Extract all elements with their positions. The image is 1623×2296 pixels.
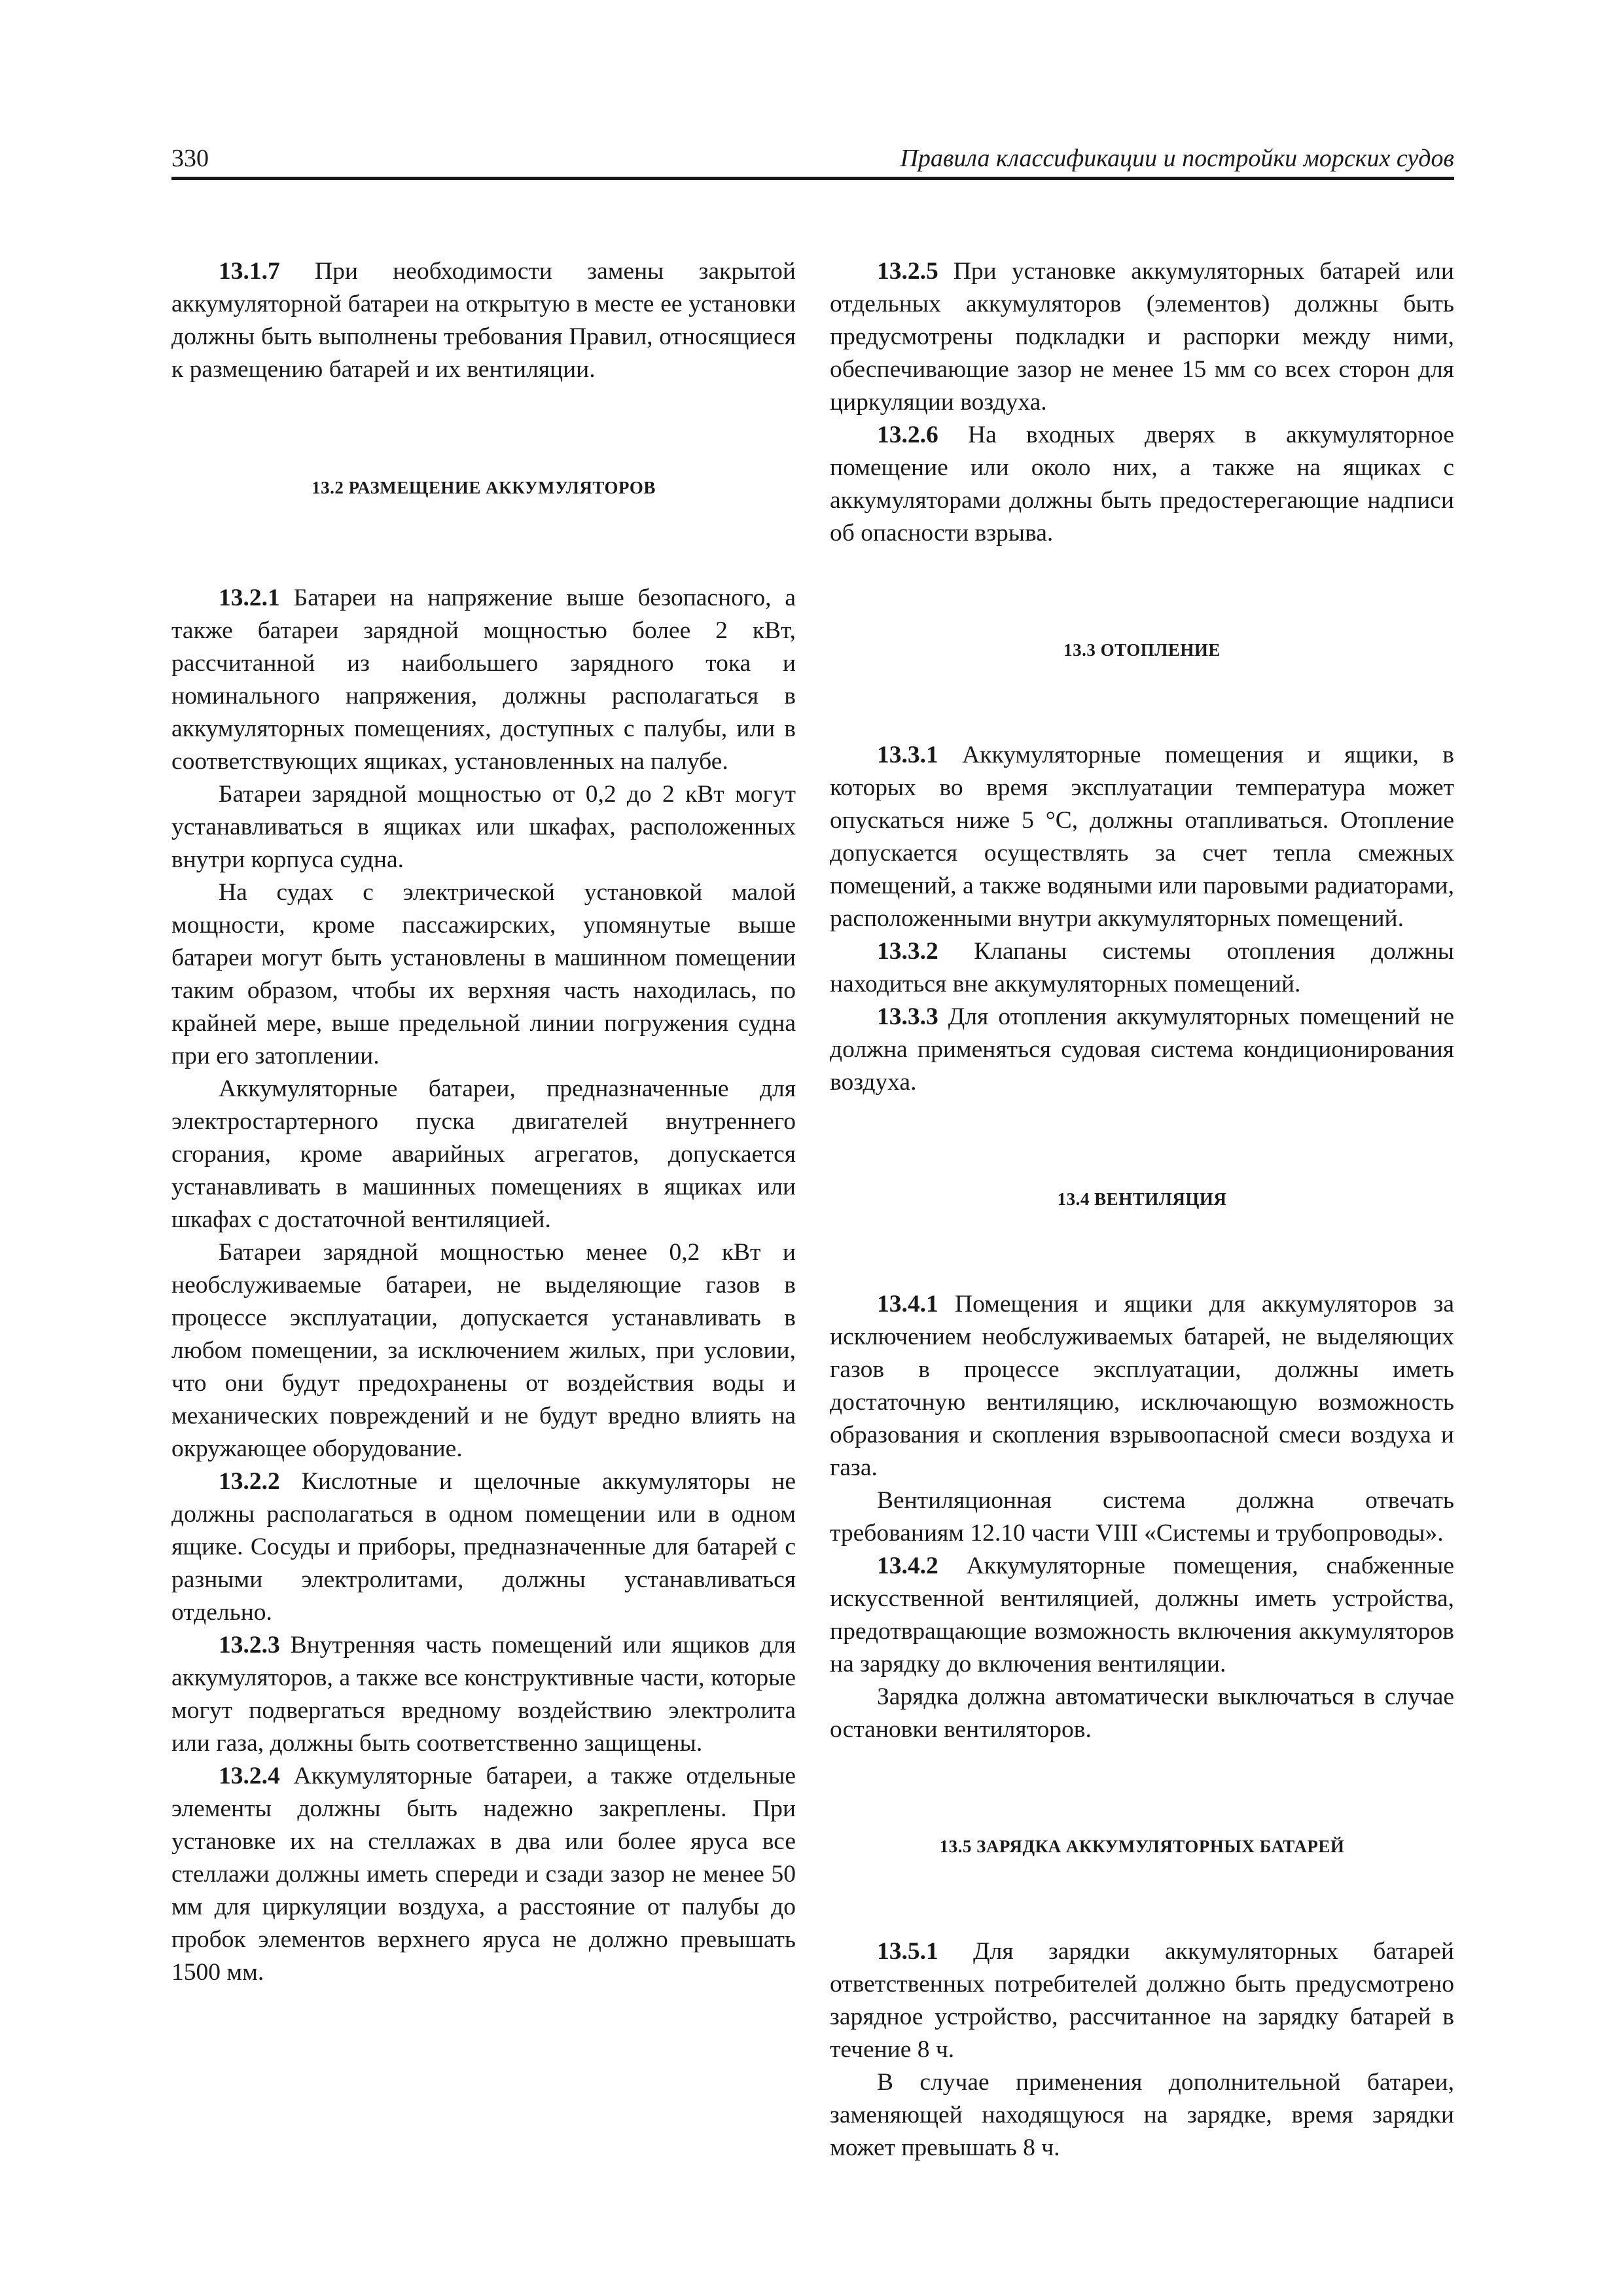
page-number: 330 — [171, 145, 209, 172]
paragraph-13-5-1 — [830, 1935, 1454, 2066]
clause-text: При необходимости замены закрытой аккумуляторной батареи на открытую в месте ее установки должны быть выполнены требования Правил, относящиеся к размещению батарей и их вентиляции. — [171, 258, 796, 383]
paragraph: Аккумуляторные батареи, предназначенные для электростартерного пуска двигателей внутреннего сгорания, кроме аварийных агрегатов, допускается устанавливать в машинных помещениях в ящиках или шкафах с достаточной вентиляцией. — [171, 1075, 796, 1233]
clause-number: 13.2.2 — [219, 1468, 280, 1495]
paragraph: Вентиляционная система должна отвечать требованиям 12.10 части VIII «Системы и трубопроводы». — [830, 1487, 1454, 1547]
clause-number: 13.2.5 — [877, 258, 938, 285]
paragraph-13-2-6 — [830, 419, 1454, 550]
paragraph: На судах с электрической установкой малой мощности, кроме пассажирских, упомянутые выше батареи могут быть установлены в машинном помещении таким образом, чтобы их верхняя часть находилась, по крайней мере, выше предельной линии погружения судна при его затоплении. — [171, 879, 796, 1069]
paragraph-13-2-1 — [171, 582, 796, 778]
clause-number: 13.4.1 — [877, 1291, 938, 1318]
clause-text: Помещения и ящики для аккумуляторов за исключением необслуживаемых батарей, не выделяющих газов в процессе эксплуатации, должны иметь достаточную вентиляцию, исключающую возможность образования и скопления взрывоопасной смеси воздуха и газа. — [830, 1291, 1454, 1481]
paragraph-13-2-2 — [171, 1465, 796, 1629]
clause-number: 13.3.1 — [877, 742, 938, 768]
paragraph-13-1-7 — [171, 255, 796, 386]
clause-text: На входных дверях в аккумуляторное помещение или около них, а также на ящиках с аккумуляторами должны быть предостерегающие надписи об опасности взрыва. — [830, 422, 1454, 547]
clause-text: Батареи на напряжение выше безопасного, а также батареи зарядной мощностью более 2 кВт, рассчитанной из наибольшего зарядного тока и номинального напряжения, должны располагаться в аккумуляторных помещениях, доступных с палубы, или в соответствующих ящиках, установленных на палубе. — [171, 584, 796, 775]
section-heading-13-3: 13.3 ОТОПЛЕНИЕ — [1063, 640, 1221, 660]
paragraph-13-2-4 — [171, 1760, 796, 1989]
paragraph-13-3-1 — [830, 739, 1454, 935]
paragraph-13-4-1 — [830, 1288, 1454, 1484]
section-heading-13-5: 13.5 ЗАРЯДКА АККУМУЛЯТОРНЫХ БАТАРЕЙ — [939, 1837, 1345, 1856]
clause-number: 13.2.6 — [877, 422, 938, 448]
clause-number: 13.3.2 — [877, 938, 938, 965]
paragraph: Батареи зарядной мощностью менее 0,2 кВт и необслуживаемые батареи, не выделяющие газов в процессе эксплуатации, допускается устанавливать в любом помещении, за исключением жилых, при условии, что они будут предохранены от воздействия воды и механических повреждений и не будут вредно влиять на окружающее оборудование. — [171, 1239, 796, 1462]
header-rule — [171, 177, 1454, 180]
paragraph-13-2-5 — [830, 255, 1454, 419]
paragraph-13-4-2 — [830, 1550, 1454, 1681]
clause-text: Аккумуляторные батареи, а также отдельные элементы должны быть надежно закреплены. При установке их на стеллажах в два или более яруса все стеллажи должны иметь спереди и сзади зазор не менее 50 мм для циркуляции воздуха, а расстояние от палубы до пробок элементов верхнего яруса не должно превышать 1500 мм. — [171, 1763, 796, 1986]
clause-text: Аккумуляторные помещения, снабженные искусственной вентиляцией, должны иметь устройства, предотвращающие возможность включения аккумуляторов на зарядку до включения вентиляции. — [830, 1552, 1455, 1677]
clause-text: Аккумуляторные помещения и ящики, в которых во время эксплуатации температура может опускаться ниже 5 °С, должны отапливаться. Отопление допускается осуществлять за счет тепла смежных помещений, а также водяными или паровыми радиаторами, расположенными внутри аккумуляторных помещений. — [830, 742, 1455, 932]
clause-number: 13.2.4 — [219, 1763, 280, 1789]
paragraph-13-3-3 — [830, 1001, 1454, 1099]
clause-number: 13.4.2 — [877, 1552, 938, 1579]
paragraph: Зарядка должна автоматически выключаться в случае остановки вентиляторов. — [830, 1683, 1454, 1743]
clause-text: Кислотные и щелочные аккумуляторы не должны располагаться в одном помещении или в одном ящике. Сосуды и приборы, предназначенные для батарей с разными электролитами, должны устанавливаться отдельно. — [171, 1468, 796, 1626]
paragraph-13-3-2 — [830, 935, 1454, 1001]
running-title: Правила классификации и постройки морских судов — [900, 145, 1454, 172]
clause-number: 13.3.3 — [877, 1003, 938, 1030]
clause-text: При установке аккумуляторных батарей или отдельных аккумуляторов (элементов) должны быть предусмотрены подкладки и распорки между ними, обеспечивающие зазор не менее 15 мм со всех сторон для циркуляции воздуха. — [830, 258, 1454, 416]
clause-number: 13.2.1 — [219, 584, 280, 611]
paragraph: Батареи зарядной мощностью от 0,2 до 2 кВт могут устанавливаться в ящиках или шкафах, расположенных внутри корпуса судна. — [171, 781, 796, 873]
clause-text: Внутренняя часть помещений или ящиков для аккумуляторов, а также все конструктивные части, которые могут подвергаться вредному воздействию электролита или газа, должны быть соответственно защищены. — [171, 1632, 796, 1757]
clause-text: Клапаны системы отопления должны находиться вне аккумуляторных помещений. — [830, 938, 1455, 997]
clause-number: 13.2.3 — [219, 1632, 280, 1659]
paragraph-13-2-3 — [171, 1629, 796, 1760]
section-heading-13-2: 13.2 РАЗМЕЩЕНИЕ АККУМУЛЯТОРОВ — [312, 478, 656, 497]
right-column — [830, 255, 1454, 2164]
section-heading-13-4: 13.4 ВЕНТИЛЯЦИЯ — [1057, 1189, 1227, 1209]
clause-number: 13.1.7 — [219, 258, 280, 285]
clause-number: 13.5.1 — [877, 1938, 938, 1965]
left-column — [171, 255, 796, 1989]
clause-text: Для зарядки аккумуляторных батарей ответственных потребителей должно быть предусмотрено зарядное устройство, рассчитанное на зарядку батарей в течение 8 ч. — [830, 1938, 1454, 2063]
paragraph: В случае применения дополнительной батареи, заменяющей находящуюся на зарядке, время зарядки может превышать 8 ч. — [830, 2069, 1454, 2161]
clause-text: Для отопления аккумуляторных помещений не должна применяться судовая система кондиционирования воздуха. — [830, 1003, 1454, 1096]
